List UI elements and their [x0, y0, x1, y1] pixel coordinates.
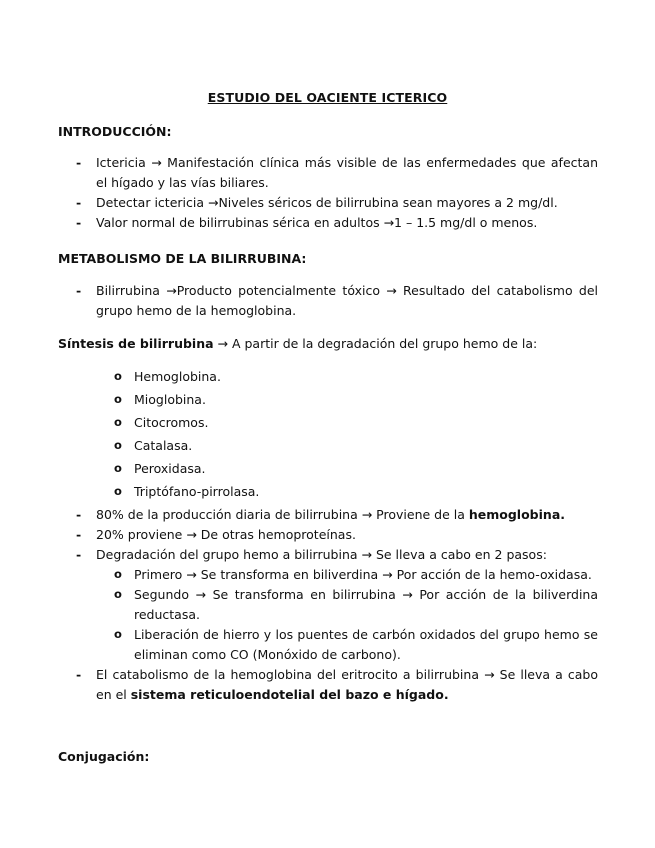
intro-item-ictericia: - Ictericia → Manifestación clínica más visible de las enfermedades que afectan el hígado y las vías biliares. [58, 153, 598, 193]
metabolismo-list [58, 281, 598, 321]
step-item: o Primero → Se transforma en biliverdina → Por acción de la hemo-oxidasa. [96, 565, 598, 585]
source-item: o Triptófano-pirrolasa. [96, 482, 598, 502]
step-item: o Segundo → Se transforma en bilirrubina → Por acción de la biliverdina reductasa. [96, 585, 598, 625]
sintesis-paragraph [58, 334, 598, 354]
metabolismo-item: - Bilirrubina →Producto potencialmente tóxico → Resultado del catabolismo del grupo hemo de la hemoglobina. [58, 281, 598, 321]
sources-block [96, 367, 598, 505]
intro-item-valor-normal: - Valor normal de bilirrubinas sérica en adultos →1 – 1.5 mg/dl o menos. [58, 213, 598, 233]
source-item: o Mioglobina. [96, 390, 598, 410]
catabolismo-text: El catabolismo de la hemoglobina del eritrocito a bilirrubina → Se lleva a cabo en el [96, 667, 598, 702]
produccion-item-80 [58, 505, 598, 525]
source-item: o Hemoglobina. [96, 367, 598, 387]
sintesis-label: Síntesis de bilirrubina [58, 336, 214, 351]
sistema-reticulo-bold: sistema reticuloendotelial del bazo e hígado. [130, 687, 449, 702]
produccion-item-20: - 20% proviene → De otras hemoproteínas. [58, 525, 598, 545]
hemoglobina-bold: hemoglobina. [468, 507, 565, 522]
sources-list [96, 367, 598, 502]
step-item: o Liberación de hierro y los puentes de carbón oxidados del grupo hemo se eliminan como CO (Monóxido de carbono). [96, 625, 598, 665]
sintesis-text: → A partir de la degradación del grupo hemo de la: [213, 336, 538, 351]
produccion-item-80-text: 80% de la producción diaria de bilirrubina → Proviene de la [96, 507, 469, 522]
metabolismo-heading: METABOLISMO DE LA BILIRRUBINA: [58, 251, 307, 266]
intro-heading: INTRODUCCIÓN: [58, 124, 172, 139]
source-item: o Catalasa. [96, 436, 598, 456]
intro-list [58, 153, 598, 233]
produccion-item-catabolismo [58, 665, 598, 705]
source-item: o Peroxidasa. [96, 459, 598, 479]
degradacion-text: Degradación del grupo hemo a bilirrubina → Se lleva a cabo en 2 pasos: [96, 547, 547, 562]
source-item: o Citocromos. [96, 413, 598, 433]
conjugacion-heading: Conjugación: [58, 749, 150, 764]
steps-list [58, 565, 598, 665]
intro-item-detectar: - Detectar ictericia →Niveles séricos de bilirrubina sean mayores a 2 mg/dl. [58, 193, 598, 213]
document-title: ESTUDIO DEL OACIENTE ICTERICO [207, 90, 448, 105]
produccion-list [58, 505, 598, 705]
produccion-item-degradacion [58, 545, 598, 665]
